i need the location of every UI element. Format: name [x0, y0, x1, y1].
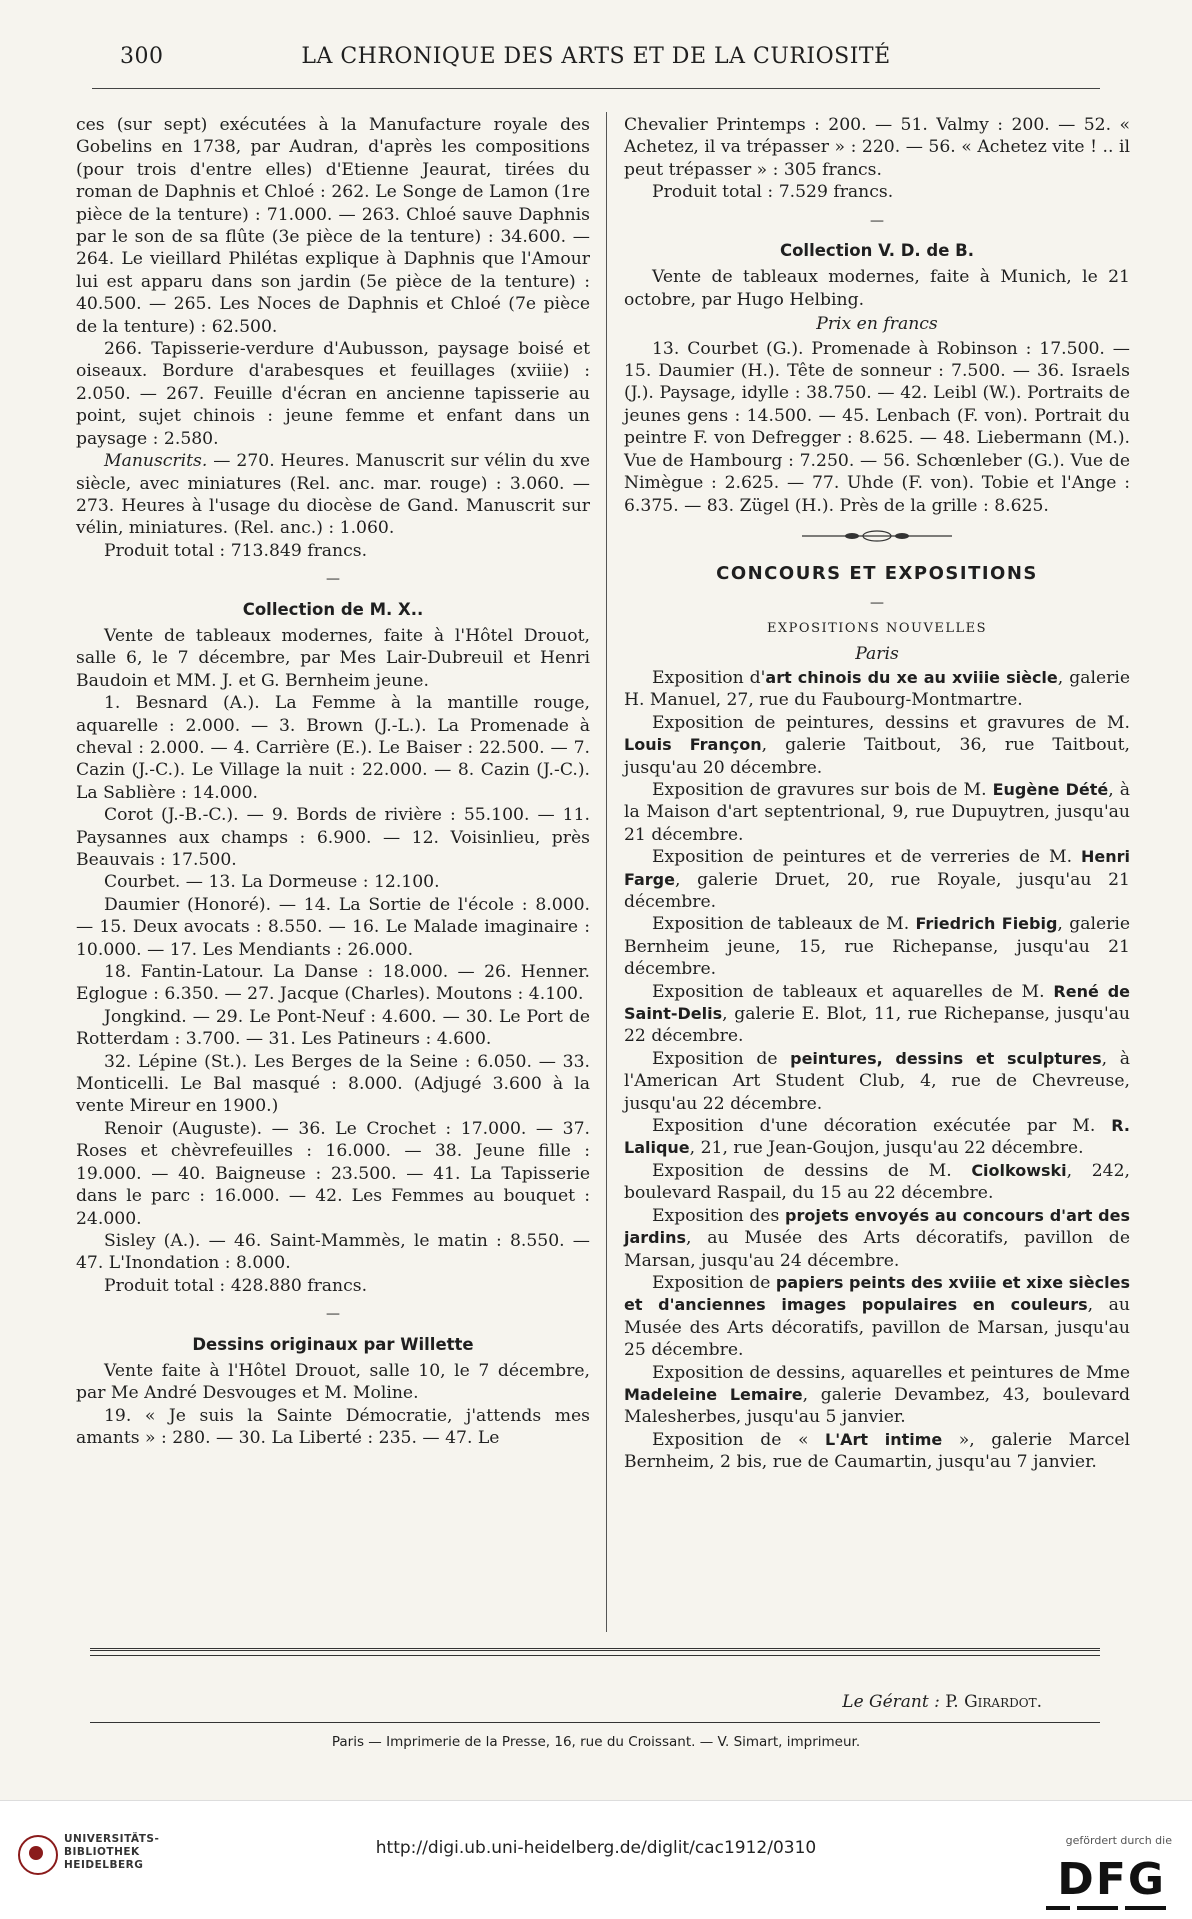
- subheading-prices: Prix en francs: [816, 314, 938, 335]
- exhibition-entry: Exposition de tableaux de M. Friedrich Fiebig, galerie Bernheim jeune, 15, rue Richepanse, jusqu'au 21 décembre.: [624, 914, 1130, 980]
- separator-dash: —: [870, 594, 884, 611]
- column-divider: [606, 112, 607, 1632]
- paragraph: Sisley (A.). — 46. Saint-Mammès, le matin : 8.550. — 47. L'Inondation : 8.000.: [76, 1230, 590, 1274]
- exhibition-entry: Exposition de dessins, aquarelles et peintures de Mme Madeleine Lemaire, galerie Devambez, 43, boulevard Malesherbes, jusqu'au 5 janvier.: [624, 1362, 1130, 1428]
- page-header: [90, 44, 1102, 78]
- subheading: EXPOSITIONS NOUVELLES: [766, 621, 988, 637]
- paragraph: Vente faite à l'Hôtel Drouot, salle 10, le 7 décembre, par Me André Desvouges et M. Moline.: [76, 1360, 590, 1404]
- paragraph: Chevalier Printemps : 200. — 51. Valmy : 200. — 52. « Achetez, il va trépasser » : 220. — 56. « Achetez vite ! .. il peut trépasser » : 305 francs.: [624, 115, 1130, 180]
- funding-note: gefördert durch die: [1065, 1834, 1172, 1847]
- paragraph: ces (sur sept) exécutées à la Manufacture royale des Gobelins en 1738, par Audran, d'après les compositions (pour trois d'entre elles) d'Etienne Jeaurat, tirées du roman de Daphnis et Chloé : 262. Le Songe de Lamon (1re pièce de la tenture) : 71.000. — 263. Chloé sauve Daphnis par le son de sa flûte (3e pièce de la tenture) : 34.600. — 264. Le vieillard Philétas explique à Daphnis que l'Amour lui est apparu dans son jardin (5e pièce de la tenture) : 40.500. — 265. Les Noces de Daphnis et Chloé (7e pièce de la tenture) : 62.500.: [76, 115, 590, 337]
- gerant-name: P. Girardot.: [945, 1692, 1042, 1712]
- exhibition-entry: Exposition d'art chinois du xe au xviiie siècle, galerie H. Manuel, 27, rue du Faubourg-Montmartre.: [624, 667, 1130, 711]
- exhibition-entry: Exposition de « L'Art intime », galerie Marcel Bernheim, 2 bis, rue de Caumartin, jusqu'au 7 janvier.: [624, 1429, 1131, 1473]
- dfg-logo[interactable]: DFG: [1057, 1854, 1166, 1905]
- section-heading: Collection V. D. de B.: [779, 241, 975, 261]
- exhibition-entry: Exposition de peintures et de verreries de M. Henri Farge, galerie Druet, 20, rue Royale, jusqu'au 21 décembre.: [624, 847, 1130, 912]
- ornament-divider: [624, 527, 1130, 549]
- paragraph: 32. Lépine (St.). Les Berges de la Seine : 6.050. — 33. Monticelli. Le Bal masqué : 8.000. (Adjugé 3.600 à la vente Mireur en 1900.): [76, 1051, 590, 1117]
- total-line: Produit total : 7.529 francs.: [652, 182, 894, 203]
- header-rule: [92, 88, 1100, 89]
- section-heading-main: CONCOURS ET EXPOSITIONS: [716, 563, 1038, 585]
- separator-dash: —: [870, 212, 884, 229]
- bottom-rule: [90, 1648, 1100, 1656]
- exhibition-entry: Exposition de dessins de M. Ciolkowski, 242, boulevard Raspail, du 15 au 22 décembre.: [624, 1160, 1130, 1204]
- page-number: 300: [120, 44, 164, 69]
- total-line: Produit total : 713.849 francs.: [104, 540, 368, 561]
- total-line: Produit total : 428.880 francs.: [104, 1275, 368, 1296]
- permalink-url[interactable]: http://digi.ub.uni-heidelberg.de/diglit/cac1912/0310: [375, 1838, 817, 1858]
- section-heading: Collection de M. X..: [242, 599, 424, 619]
- exhibition-entry: Exposition des projets envoyés au concours d'art des jardins, au Musée des Arts décoratifs, pavillon de Marsan, jusqu'au 24 décembre.: [624, 1205, 1130, 1271]
- paragraph: Courbet. — 13. La Dormeuse : 12.100.: [104, 872, 440, 893]
- journal-title: LA CHRONIQUE DES ARTS ET DE LA CURIOSITÉ: [301, 44, 891, 69]
- exhibition-entry: Exposition de tableaux et aquarelles de M. René de Saint-Delis, galerie E. Blot, 11, rue Richepanse, jusqu'au 22 décembre.: [624, 981, 1131, 1047]
- right-column: [624, 114, 1130, 1474]
- paragraph: [76, 450, 590, 540]
- paragraph: 19. « Je suis la Sainte Démocratie, j'attends mes amants » : 280. — 30. La Liberté : 235. — 47. Le: [76, 1405, 590, 1449]
- gerant-line: Le Gérant : P. Girardot.: [842, 1692, 1042, 1712]
- paragraph: 1. Besnard (A.). La Femme à la mantille rouge, aquarelle : 2.000. — 3. Brown (J.-L.). La Promenade à cheval : 2.000. — 4. Carrière (E.). Le Baiser : 22.500. — 7. Cazin (J.-C.). Le Village la nuit : 22.000. — 8. Cazin (J.-C.). La Sablière : 14.000.: [76, 693, 590, 803]
- ornament-icon: [792, 529, 962, 543]
- paragraph-text: — 270. Heures. Manuscrit sur vélin du xve siècle, avec miniatures (Rel. anc. mar. rouge) : 3.060. — 273. Heures à l'usage du diocèse de Gand. Manuscrit sur vélin, miniatures. (Rel. anc.) : 1.060.: [76, 451, 590, 539]
- section-heading: Dessins originaux par Willette: [192, 1334, 474, 1354]
- subheading-city: Paris: [855, 643, 899, 664]
- paragraph: 18. Fantin-Latour. La Danse : 18.000. — 26. Henner. Eglogue : 6.350. — 27. Jacque (Charles). Moutons : 4.100.: [76, 962, 590, 1005]
- left-column: [76, 114, 590, 1450]
- paragraph: Daumier (Honoré). — 14. La Sortie de l'école : 8.000. — 15. Deux avocats : 8.550. — 16. Le Malade imaginaire : 10.000. — 17. Les Mendiants : 26.000.: [76, 894, 590, 960]
- exhibition-entry: Exposition de gravures sur bois de M. Eugène Dété, à la Maison d'art septentrional, 9, rue Dupuytren, jusqu'au 21 décembre.: [624, 779, 1130, 845]
- paragraph: Corot (J.-B.-C.). — 9. Bords de rivière : 55.100. — 11. Paysannes aux champs : 6.900. — 12. Voisinlieu, près Beauvais : 17.500.: [76, 805, 590, 870]
- imprint-line: Paris — Imprimerie de la Presse, 16, rue du Croissant. — V. Simart, imprimeur.: [331, 1734, 861, 1750]
- paragraph: 266. Tapisserie-verdure d'Aubusson, paysage boisé et oiseaux. Bordure d'arabesques et feuillages (xviiie) : 2.050. — 267. Feuille d'écran en ancienne tapisserie au point, sujet chinois : jeune femme et enfant dans un paysage : 2.580.: [76, 339, 590, 449]
- dfg-logo-bars: [1046, 1906, 1166, 1910]
- paragraph: Vente de tableaux modernes, faite à Munich, le 21 octobre, par Hugo Helbing.: [624, 267, 1130, 310]
- paragraph: Vente de tableaux modernes, faite à l'Hôtel Drouot, salle 6, le 7 décembre, par Mes Lair-Dubreuil et Henri Baudoin et MM. J. et G. Bernheim jeune.: [76, 625, 590, 691]
- paragraph: Jongkind. — 29. Le Pont-Neuf : 4.600. — 30. Le Port de Rotterdam : 3.700. — 31. Les Patineurs : 4.600.: [76, 1006, 590, 1050]
- exhibition-entry: Exposition de papiers peints des xviiie et xixe siècles et d'anciennes images populaires en couleurs, au Musée des Arts décoratifs, pavillon de Marsan, jusqu'au 25 décembre.: [624, 1272, 1131, 1361]
- exhibition-entry: Exposition de peintures, dessins et sculptures, à l'American Art Student Club, 4, rue de Chevreuse, jusqu'au 22 décembre.: [624, 1048, 1130, 1114]
- separator-dash: —: [326, 1306, 340, 1323]
- italic-label: Manuscrits.: [104, 451, 208, 472]
- library-name: UNIVERSITÄTS- BIBLIOTHEK HEIDELBERG: [64, 1833, 160, 1871]
- gerant-rule: [90, 1722, 1100, 1723]
- viewer-footer: [0, 1800, 1192, 1919]
- separator-dash: —: [326, 571, 340, 588]
- paragraph: 13. Courbet (G.). Promenade à Robinson : 17.500. — 15. Daumier (H.). Tête de sonneur : 7.500. — 36. Israels (J.). Paysage, idylle : 38.750. — 42. Leibl (W.). Portraits de jeunes gens : 14.500. — 45. Lenbach (F. von). Portrait du peintre F. von Defregger : 8.625. — 48. Liebermann (M.). Vue de Hambourg : 7.250. — 56. Schœnleber (G.). Vue de Nimègue : 2.625. — 77. Uhde (F. von). Tobie et l'Ange : 6.375. — 83. Zügel (H.). Près de la grille : 8.625.: [624, 338, 1130, 516]
- paragraph: Renoir (Auguste). — 36. Le Crochet : 17.000. — 37. Roses et chèvrefeuilles : 16.000. — 38. Jeune fille : 19.000. — 40. Baigneuse : 23.500. — 41. La Tapisserie dans le parc : 16.000. — 42. Les Femmes au bouquet : 24.000.: [76, 1118, 590, 1229]
- exhibition-entry: Exposition d'une décoration exécutée par M. R. Lalique, 21, rue Jean-Goujon, jusqu'au 22 décembre.: [624, 1116, 1130, 1159]
- exhibition-entry: Exposition de peintures, dessins et gravures de M. Louis Françon, galerie Taitbout, 36, rue Taitbout, jusqu'au 20 décembre.: [624, 712, 1130, 778]
